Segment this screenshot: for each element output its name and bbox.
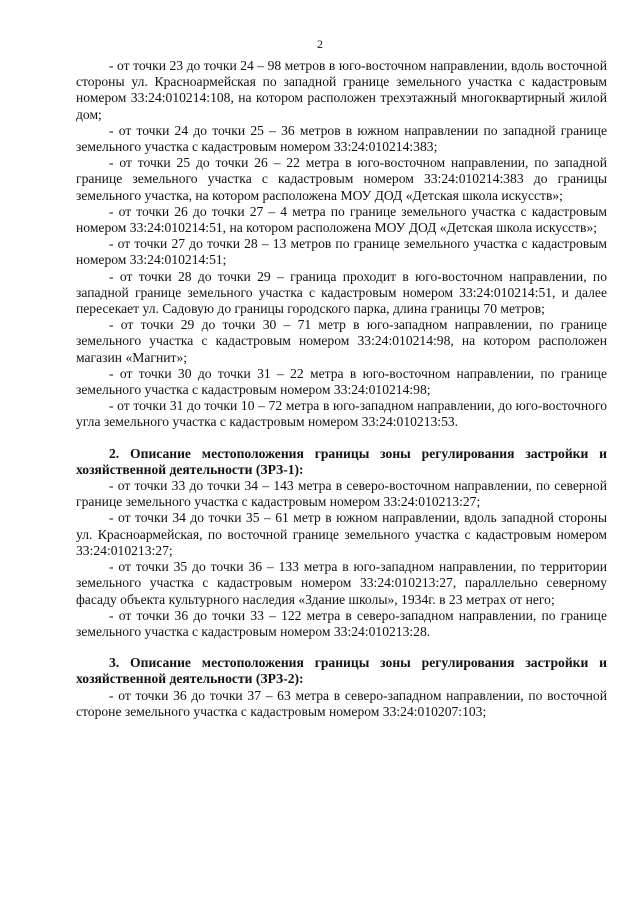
- paragraph: - от точки 23 до точки 24 – 98 метров в юго-восточном направлении, вдоль восточной стороны ул. Красноармейская по западной границе земельного участка с кадастровым номером 33:24:010214:108, на котором расположен трехэтажный многоквартирный жилой дом;: [76, 58, 607, 122]
- paragraph: - от точки 25 до точки 26 – 22 метра в юго-восточном направлении, по западной границе земельного участка с кадастровым номером 33:24:010214:383 до границы земельного участка, на котором расположена МОУ ДОД «Детская школа искусств»;: [76, 155, 607, 203]
- section-heading-zrz1: 2. Описание местоположения границы зоны регулирования застройки и хозяйственной деятельности (ЗРЗ-1):: [76, 445, 607, 477]
- paragraph: - от точки 31 до точки 10 – 72 метра в юго-западном направлении, до юго-восточного угла земельного участка с кадастровым номером 33:24:010213:53.: [76, 398, 607, 430]
- paragraph: - от точки 36 до точки 33 – 122 метра в северо-западном направлении, по границе земельного участка с кадастровым номером 33:24:010213:28.: [76, 607, 607, 639]
- section-heading-zrz2: 3. Описание местоположения границы зоны регулирования застройки и хозяйственной деятельности (ЗРЗ-2):: [76, 655, 607, 687]
- paragraph: - от точки 26 до точки 27 – 4 метра по границе земельного участка с кадастровым номером 33:24:010214:51, на котором расположена МОУ ДОД «Детская школа искусств»;: [76, 203, 607, 236]
- paragraph: - от точки 29 до точки 30 – 71 метр в юго-западном направлении, по границе земельного участка с кадастровым номером 33:24:010214:98, на котором расположен магазин «Магнит»;: [76, 317, 607, 365]
- paragraph: - от точки 33 до точки 34 – 143 метра в северо-восточном направлении, по северной границе земельного участка с кадастровым номером 33:24:010213:27;: [76, 478, 607, 510]
- paragraph: - от точки 28 до точки 29 – граница проходит в юго-восточном направлении, по западной границе земельного участка с кадастровым номером 33:24:010214:51, и далее пересекает ул. Садовую до границы городского парка, длина границы 70 метров;: [76, 268, 607, 317]
- page-number: 2: [317, 37, 323, 51]
- paragraph: - от точки 36 до точки 37 – 63 метра в северо-западном направлении, по восточной стороне земельного участка с кадастровым номером 33:24:010207:103;: [76, 687, 607, 719]
- paragraph: - от точки 24 до точки 25 – 36 метров в южном направлении по западной границе земельного участка с кадастровым номером 33:24:010214:383;: [76, 122, 607, 155]
- paragraph: - от точки 34 до точки 35 – 61 метр в южном направлении, вдоль западной стороны ул. Красноармейская, по восточной границе земельного участка с кадастровым номером 33:24:010213:27;: [76, 510, 607, 558]
- paragraph: - от точки 35 до точки 36 – 133 метра в юго-западном направлении, по территории земельного участка с кадастровым номером 33:24:010213:27, параллельно северному фасаду объекта культурного наследия «Здание школы», 1934г. в 23 метрах от него;: [76, 559, 607, 607]
- document-body: [76, 58, 607, 720]
- paragraph: - от точки 30 до точки 31 – 22 метра в юго-восточном направлении, по границе земельного участка с кадастровым номером 33:24:010214:98;: [76, 365, 607, 398]
- paragraph: - от точки 27 до точки 28 – 13 метров по границе земельного участка с кадастровым номером 33:24:010214:51;: [76, 236, 607, 268]
